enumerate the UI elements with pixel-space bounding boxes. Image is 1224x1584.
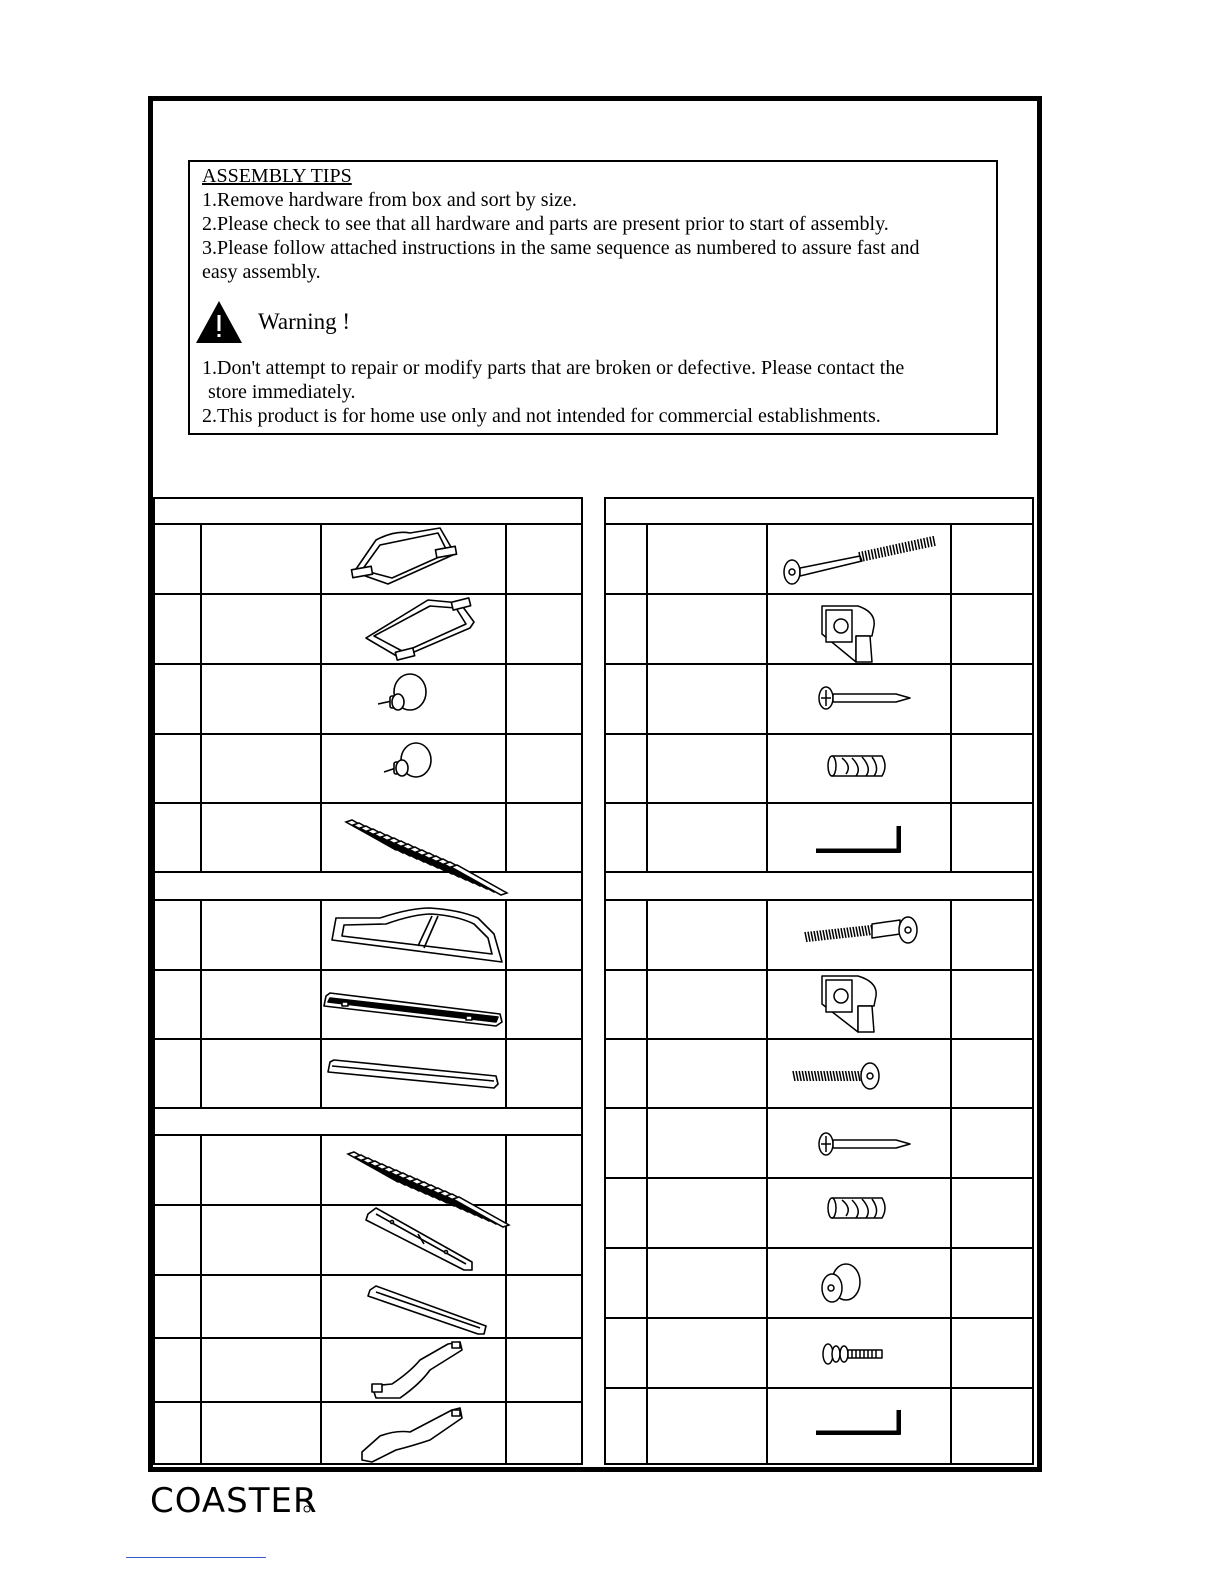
curved-headboard-panel-icon [332, 908, 502, 962]
phillips-screw-icon [819, 1133, 910, 1155]
round-knob-foot-icon [384, 743, 431, 777]
side-bracket-panel-icon [372, 1342, 462, 1398]
coaster-logo [150, 1480, 320, 1520]
warning-title: Warning ! [258, 309, 351, 334]
tip-2: 2.Please check to see that all hardware and parts are present prior to start of assembly. [202, 213, 889, 235]
tip-1: 1.Remove hardware from box and sort by size. [202, 189, 577, 211]
wood-dowel-icon [828, 756, 885, 776]
warning-1: 1.Don't attempt to repair or modify parts that are broken or defective. Please contact the [202, 357, 905, 379]
side-bracket-panel-icon [362, 1408, 462, 1462]
cam-lock-bracket-icon [822, 976, 876, 1032]
center-support-rail-icon [366, 1208, 472, 1270]
long-rail-icon [328, 1060, 498, 1088]
round-knob-foot-icon [378, 674, 426, 710]
narrow-rail-icon [368, 1286, 486, 1334]
wood-slats-icon [346, 820, 507, 895]
long-rail-icon [324, 993, 502, 1026]
long-bolt-icon [784, 536, 935, 584]
coaster-logo-text: COASTER [150, 1481, 318, 1520]
knob-icon [822, 1264, 860, 1302]
assembly-tips-heading: ASSEMBLY TIPS [202, 165, 352, 187]
link-underline [126, 1557, 266, 1558]
wood-dowel-icon [828, 1198, 885, 1218]
bed-frame-end-panel-icon [366, 598, 474, 660]
tip-3-cont: easy assembly. [202, 261, 321, 283]
phillips-screw-icon [819, 687, 910, 709]
bolt-with-washer-icon [823, 1344, 882, 1364]
long-bolt-icon [805, 917, 917, 943]
allen-key-icon [816, 1410, 900, 1434]
allen-key-icon [816, 826, 900, 852]
warning-1-cont: store immediately. [208, 381, 356, 403]
short-bolt-icon [793, 1063, 879, 1089]
cam-lock-bracket-icon [822, 606, 874, 662]
warning-2: 2.This product is for home use only and not intended for commercial establishments. [202, 405, 881, 427]
tip-3: 3.Please follow attached instructions in the same sequence as numbered to assure fast and [202, 237, 920, 259]
bed-frame-end-panel-icon [351, 528, 456, 584]
